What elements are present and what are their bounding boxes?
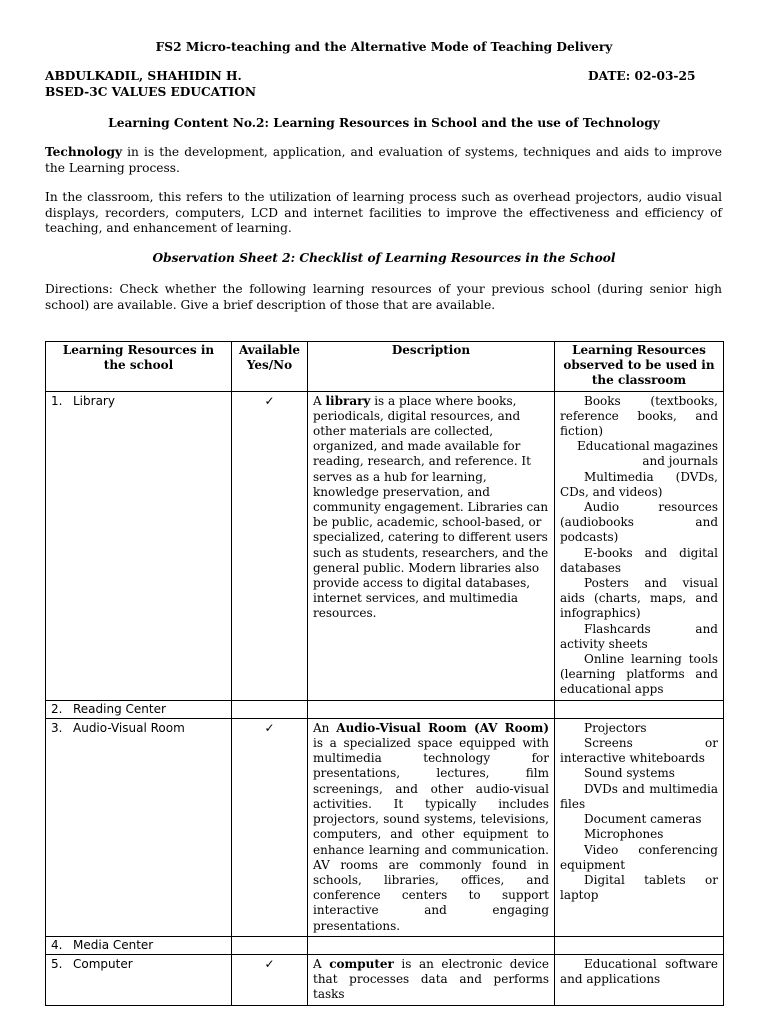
- observed-item: Educational magazines and journals: [577, 439, 718, 469]
- observed-item: Document cameras: [584, 812, 702, 827]
- header-observed: Learning Resources observed to be used in the classroom: [555, 342, 724, 392]
- observation-title: Observation Sheet 2: Checklist of Learning Resources in the School: [152, 251, 616, 265]
- table-row: [46, 718, 724, 936]
- resources-table: [45, 341, 724, 1006]
- description-prefix: A: [313, 393, 326, 408]
- observed-item: Flashcards and activity sheets: [560, 621, 718, 651]
- observed-item: Posters and visual aids (charts, maps, and infographics): [560, 576, 718, 621]
- observed-item: Projectors: [584, 720, 647, 735]
- resource-cell: [46, 954, 232, 1005]
- row-number: 3.: [51, 720, 63, 735]
- observed-item: Online learning tools (learning platforms and educational apps: [560, 652, 718, 697]
- checkmark-icon: ✓: [232, 391, 308, 700]
- student-name: ABDULKADIL, SHAHIDIN H.: [45, 69, 242, 83]
- available-cell: [232, 936, 308, 954]
- resource-name: Computer: [73, 956, 133, 971]
- content-title: Learning Content No.2: Learning Resources in School and the use of Technology: [108, 116, 660, 130]
- checkmark-icon: ✓: [232, 718, 308, 936]
- observed-item: Video conferencing equipment: [560, 842, 718, 872]
- observed-cell: [555, 700, 724, 718]
- table-row: [46, 391, 724, 700]
- observed-item: Microphones: [584, 827, 664, 842]
- description-prefix: An: [313, 720, 337, 735]
- observed-item: Sound systems: [584, 766, 675, 781]
- row-number: 5.: [51, 956, 63, 971]
- resource-cell: [46, 391, 232, 700]
- table-row: [46, 700, 724, 718]
- table-row: [46, 936, 724, 954]
- observed-item: DVDs and multimedia files: [560, 781, 718, 811]
- resource-name: Media Center: [73, 937, 154, 952]
- directions-paragraph: Directions: Check whether the following learning resources of your previous school (during senior high school) are available. Give a brief description of those that are available.: [45, 282, 722, 312]
- description-cell: [308, 700, 555, 718]
- technology-term: Technology: [45, 145, 123, 159]
- table-row: [46, 954, 724, 1005]
- observed-item: Digital tablets or laptop: [560, 872, 718, 903]
- row-number: 2.: [51, 701, 63, 716]
- observed-cell: [555, 718, 724, 936]
- header-description: Description: [308, 342, 555, 392]
- available-cell: [232, 700, 308, 718]
- header-available: Available Yes/No: [232, 342, 308, 392]
- course-title: FS2 Micro-teaching and the Alternative Mode of Teaching Delivery: [155, 40, 613, 54]
- description-text: is a specialized space equipped with multimedia technology for presentations, lectures, film screenings, and other audio-visual activities. It typically includes projectors, sound systems, televisions, computers, and other equipment to enhance learning and communication. AV rooms are commonly found in schools, libraries, offices, and conference centers to support interactive and engaging presentations.: [313, 736, 549, 933]
- observed-item: Multimedia (DVDs, CDs, and videos): [560, 469, 718, 499]
- resource-cell: [46, 936, 232, 954]
- date-label: DATE: 02-03-25: [588, 69, 696, 83]
- description-text: is a place where books, periodicals, digital resources, and other materials are collected, organized, and made available for reading, research, and reference. It serves as a hub for learning, knowledge preservation, and community engagement. Libraries can be public, academic, school-based, or specialized, catering to different users such as students, researchers, and the general public. Modern libraries also provide access to digital databases, internet services, and multimedia resources.: [313, 393, 549, 621]
- observed-cell: [555, 954, 724, 1005]
- description-cell: [308, 718, 555, 936]
- description-prefix: A: [313, 956, 330, 971]
- header-resource: Learning Resources in the school: [46, 342, 232, 392]
- row-number: 4.: [51, 937, 63, 952]
- observed-item: Books (textbooks, reference books, and fiction): [560, 393, 718, 439]
- resource-name: Reading Center: [73, 701, 166, 716]
- observed-item: Audio resources (audiobooks and podcasts): [560, 500, 718, 545]
- resource-name: Audio-Visual Room: [73, 720, 185, 735]
- program-label: BSED-3C VALUES EDUCATION: [45, 85, 256, 99]
- technology-definition: in is the development, application, and evaluation of systems, techniques and aids to improve the Learning process.: [45, 145, 722, 175]
- observed-cell: [555, 936, 724, 954]
- resource-name: Library: [73, 393, 115, 408]
- resource-cell: [46, 700, 232, 718]
- description-text: is an electronic device that processes data and performs tasks: [313, 956, 549, 1002]
- classroom-paragraph: In the classroom, this refers to the utilization of learning process such as overhead projectors, audio visual displays, recorders, computers, LCD and internet facilities to improve the effectiveness and efficiency of teaching, and enhancement of learning.: [45, 190, 722, 235]
- observed-item: E-books and digital databases: [560, 545, 718, 575]
- observed-cell: [555, 391, 724, 700]
- description-term: computer: [329, 956, 394, 971]
- description-term: Audio-Visual Room (AV Room): [336, 720, 549, 735]
- resource-cell: [46, 718, 232, 936]
- description-cell: [308, 391, 555, 700]
- technology-paragraph: [45, 145, 722, 176]
- description-term: library: [325, 393, 371, 408]
- checkmark-icon: ✓: [232, 954, 308, 1005]
- row-number: 1.: [51, 393, 63, 408]
- table-header-row: [46, 342, 724, 392]
- observed-item: Screens or interactive whiteboards: [560, 736, 718, 766]
- description-cell: [308, 936, 555, 954]
- observed-item: Educational software and applications: [560, 956, 718, 987]
- description-cell: [308, 954, 555, 1005]
